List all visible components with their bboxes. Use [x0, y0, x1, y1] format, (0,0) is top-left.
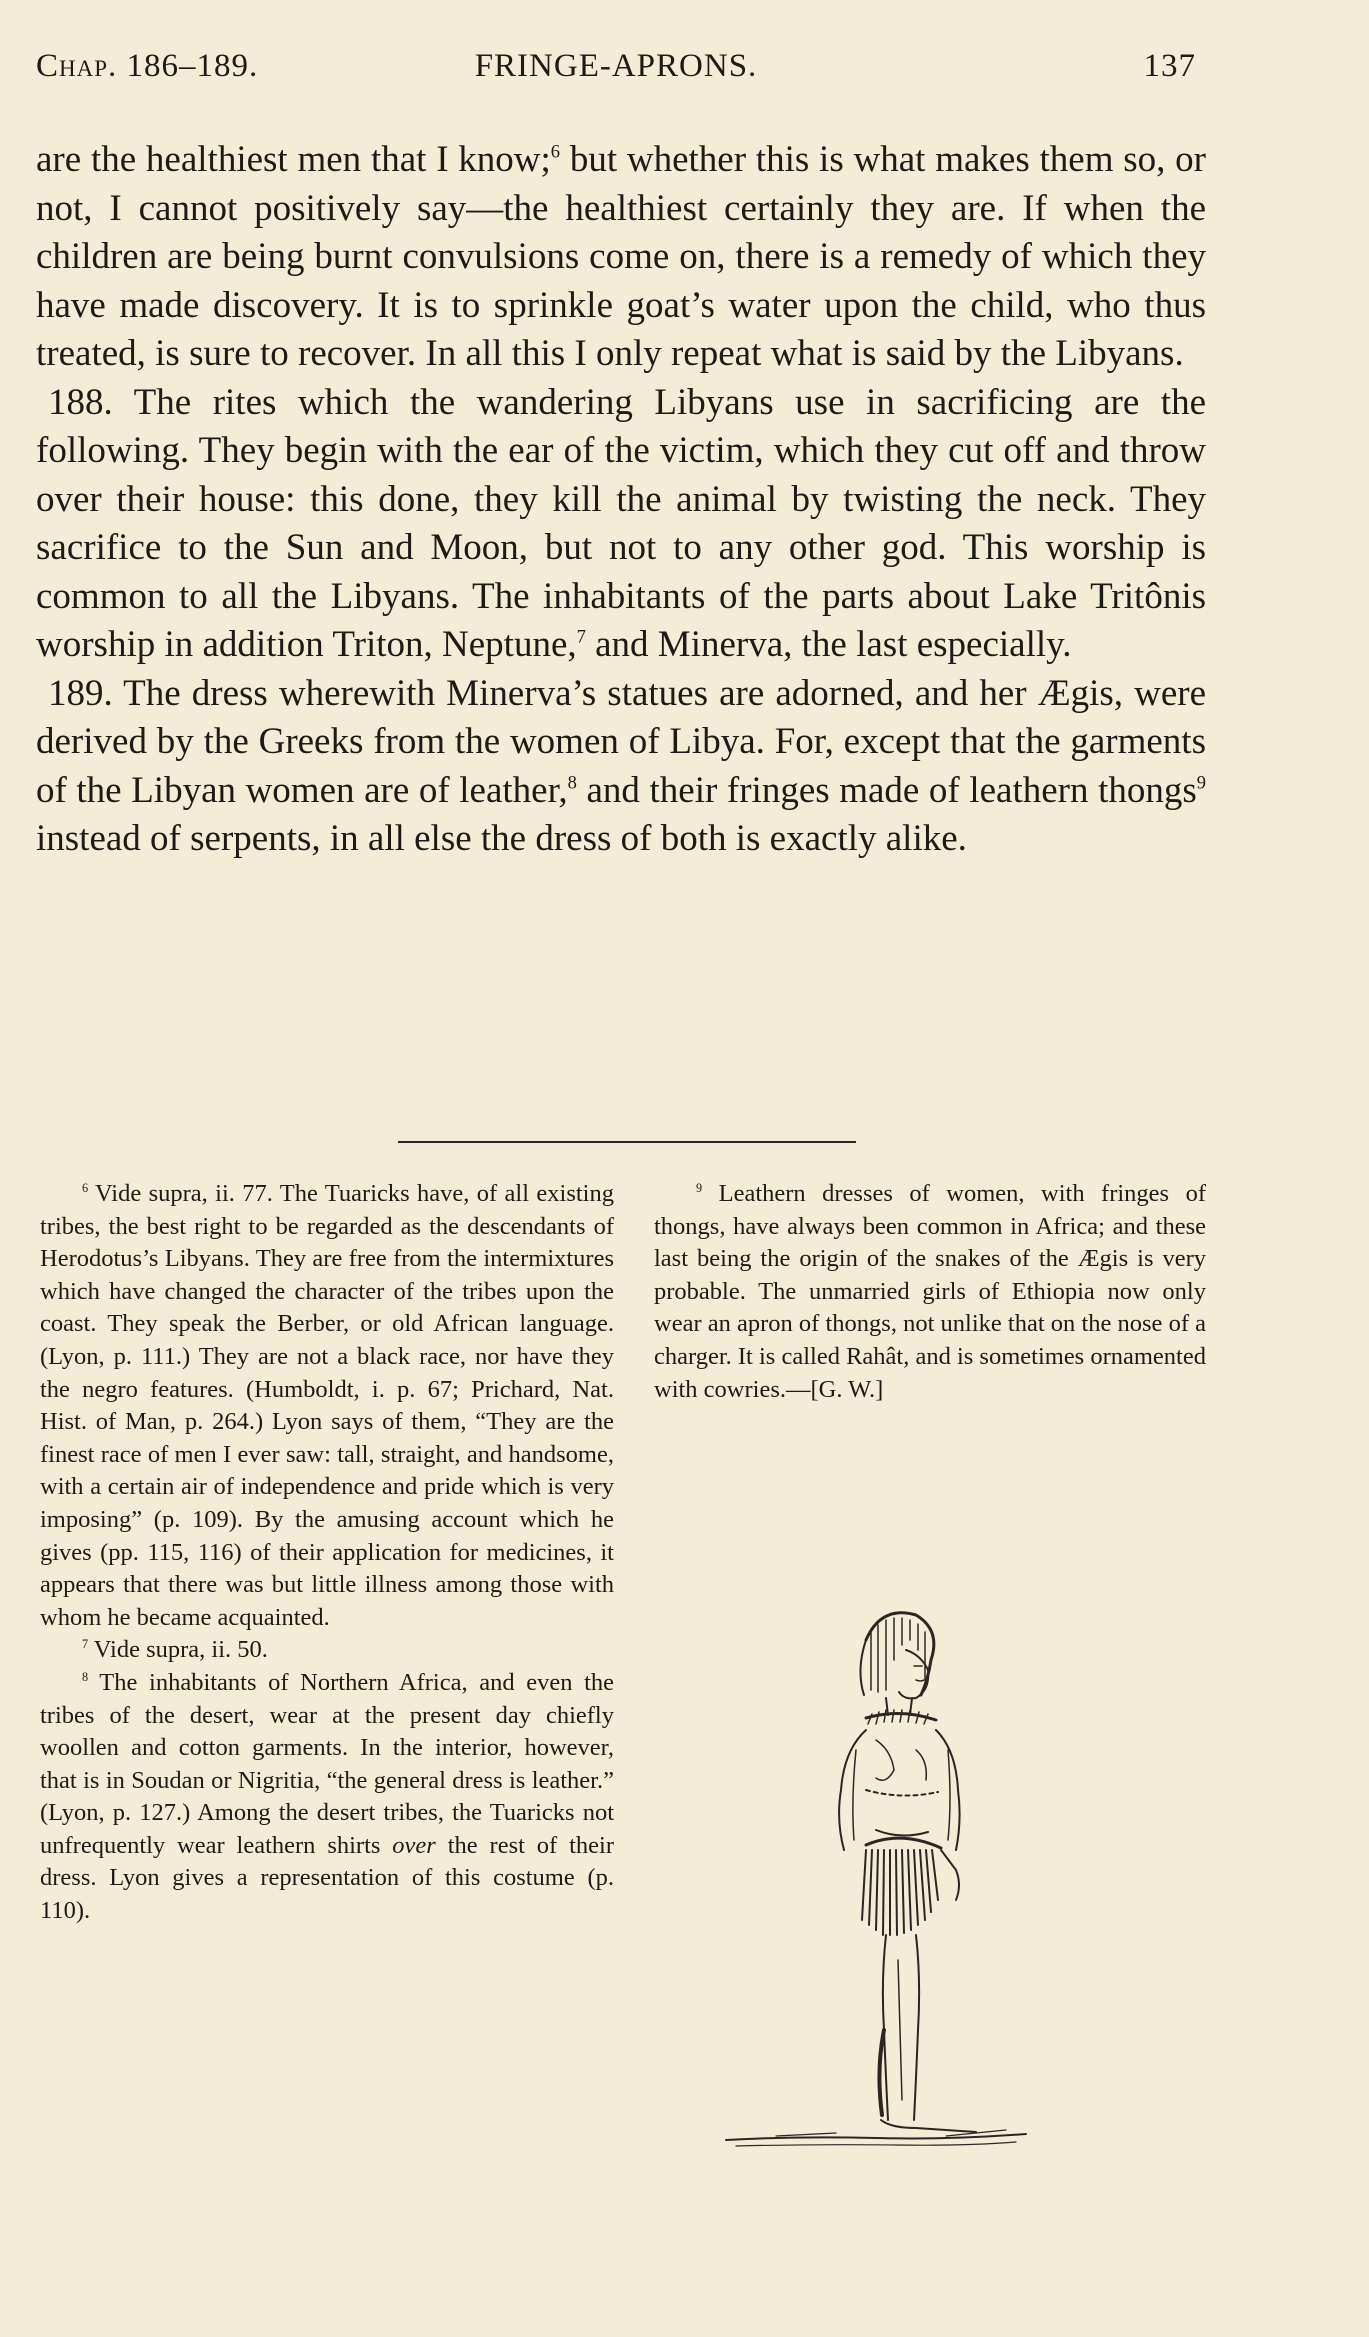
- paragraph-188: [36, 379, 1206, 670]
- footnote-divider: [398, 1141, 856, 1143]
- footnote-text: Leathern dresses of women, with fringes of thongs, have always been common in Africa; and these last being the origin of the snakes of the Ægis is very probable. The unmarried girls of Ethiopia now only wear an apron of thongs, not unlike that on the nose of a charger. It is called Rahât, and is sometimes ornamented with cowries.—[G. W.]: [654, 1180, 1206, 1403]
- footnote-text: the rest of their dress. Lyon gives a representation of this costume (p. 110).: [40, 1831, 614, 1925]
- text-run: but whether this is what makes them so, or not, I cannot positively say—the healthiest certainly they are. If when the children are being burnt convulsions come on, there is a remedy of which they have made discovery. It is to sprinkle goat’s water upon the child, who thus treated, is sure to recover. In all this I only repeat what is said by the Libyans.: [36, 139, 1206, 374]
- footnote-8: [40, 1667, 614, 1928]
- text-run: and their fringes made of leathern thongs: [576, 769, 1197, 811]
- footnote-ref-8: 8: [567, 773, 577, 794]
- footnote-number: 9: [696, 1180, 703, 1195]
- chapter-reference: Chap. 186–189.: [36, 48, 259, 84]
- running-title: FRINGE-APRONS.: [474, 48, 758, 84]
- figure-drawing: [716, 1600, 1036, 2180]
- footnote-7: [40, 1634, 614, 1667]
- footnotes-right-column: [654, 1178, 1206, 1406]
- text-run: 189. The dress wherewith Minerva’s statues are adorned, and her Ægis, were derived by the Greeks from the women of Libya. For, except that the garments of the Libyan women are of leather,: [36, 672, 1206, 811]
- footnote-text: Vide supra, ii. 77. The Tuaricks have, of all existing tribes, the best right to be regarded as the descendants of Herodotus’s Libyans. They are free from the intermixtures which have changed the character of the tribes upon the coast. They speak the Berber, or old African language. (Lyon, p. 111.) They are not a black race, nor have they the negro features. (Humboldt, i. p. 67; Prichard, Nat. Hist. of Man, p. 264.) Lyon says of them, “They are the finest race of men I ever saw: tall, straight, and handsome, with a certain air of independence and pride which is very imposing” (p. 109). By the amusing account which he gives (pp. 115, 116) of their application for medicines, it appears that there was but little illness among those with whom he became acquainted.: [40, 1180, 614, 1631]
- footnote-ref-9: 9: [1196, 773, 1207, 794]
- text-run: are the healthiest men that I know;: [36, 139, 551, 180]
- footnote-ref-6: 6: [550, 142, 561, 163]
- paragraph-187-continuation: [36, 136, 1206, 379]
- footnote-text: The inhabitants of Northern Africa, and even the tribes of the desert, wear at the present day chiefly woollen and cotton garments. In the interior, however, that is in Soudan or Nigritia, “the general dress is leather.” (Lyon, p. 127.) Among the desert tribes, the Tuaricks not unfrequently wear leathern shirts: [40, 1668, 614, 1859]
- footnote-text: Vide supra, ii. 50.: [88, 1636, 268, 1664]
- footnote-number: 6: [82, 1180, 89, 1195]
- footnote-9: [654, 1178, 1206, 1406]
- footnote-number: 8: [82, 1669, 89, 1684]
- text-run: 188. The rites which the wandering Libyans use in sacrificing are the following. They begin with the ear of the victim, which they cut off and throw over their house: this done, they kill the animal by twisting the neck. They sacrifice to the Sun and Moon, but not to any other god. This worship is common to all the Libyans. The inhabitants of the parts about Lake Tritônis worship in addition Triton, Neptune,: [36, 381, 1206, 665]
- footnote-ref-7: 7: [576, 627, 586, 648]
- ethiopian-girl-illustration: [716, 1600, 1036, 2180]
- footnote-emphasis: over: [392, 1831, 436, 1859]
- text-run: instead of serpents, in all else the dress of both is exactly alike.: [36, 818, 967, 859]
- footnote-number: 7: [82, 1637, 89, 1652]
- page-number: 137: [1143, 48, 1196, 84]
- running-head: [36, 48, 1196, 98]
- main-text: [36, 136, 1206, 864]
- footnote-6: [40, 1178, 614, 1634]
- paragraph-189: [36, 670, 1206, 864]
- text-run: and Minerva, the last especially.: [585, 624, 1072, 665]
- footnotes-left-column: [40, 1178, 614, 1928]
